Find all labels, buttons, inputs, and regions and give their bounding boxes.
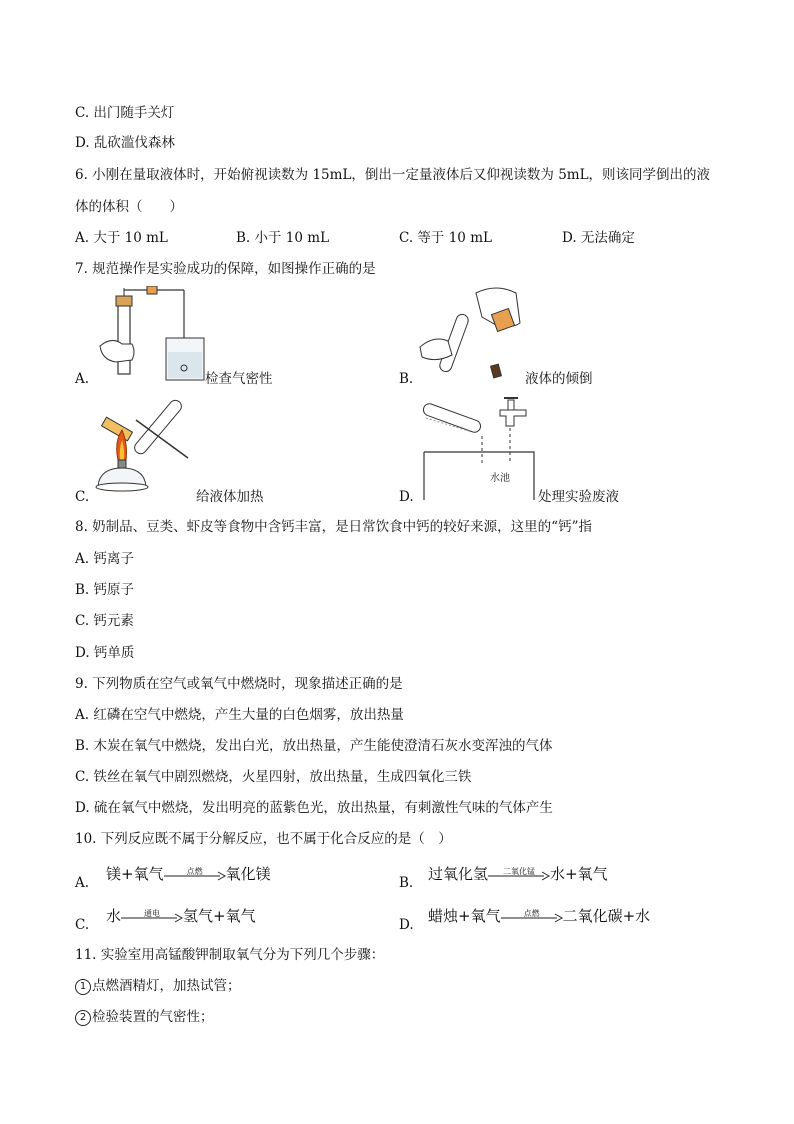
q9-option-b: B. 木炭在氧气中燃烧，发出白光，放出热量，产生能使澄清石灰水变浑浊的气体 <box>75 738 553 754</box>
q7-b-letter: B. <box>399 371 414 387</box>
q11-stem: 11. 实验室用高锰酸钾制取氧气分为下列几个步骤： <box>75 947 385 963</box>
q10-c-equation <box>106 906 256 927</box>
q10-b-equation <box>428 864 608 885</box>
q8-option-c: C. 钙元素 <box>75 613 134 629</box>
q10-b-reactants: 过氧化氢 <box>428 865 489 883</box>
liquid-pouring-figure <box>416 283 524 383</box>
q10-d-equation <box>428 906 650 927</box>
q7-stem: 7. 规范操作是实验成功的保障，如图操作正确的是 <box>75 261 376 277</box>
circled-number-1: 1 <box>75 979 91 995</box>
q6-option-a: A. 大于 10 mL <box>75 230 168 246</box>
q9-option-a: A. 红磷在空气中燃烧，产生大量的白色烟雾，放出热量 <box>75 707 404 723</box>
q10-a-products: 氧化镁 <box>225 865 271 883</box>
q7-c-letter: C. <box>75 489 90 505</box>
q6-option-c: C. 等于 10 mL <box>399 230 492 246</box>
q7-d-caption: 处理实验废液 <box>538 489 619 505</box>
q6-stem-line2: 体的体积（ ） <box>75 199 183 215</box>
q8-stem: 8. 奶制品、豆类、虾皮等食物中含钙丰富，是日常饮食中钙的较好来源，这里的“钙”指 <box>75 519 592 535</box>
waste-disposal-figure <box>416 392 536 502</box>
q7-b-caption: 液体的倾倒 <box>525 371 593 387</box>
circled-number-2: 2 <box>75 1010 91 1026</box>
q9-stem: 9. 下列物质在空气或氧气中燃烧时，现象描述正确的是 <box>75 676 403 692</box>
q10-d-products: 二氧化碳+水 <box>562 907 651 925</box>
q6-option-d: D. 无法确定 <box>562 230 635 246</box>
q10-d-reactants: 蜡烛+氧气 <box>428 907 501 925</box>
q7-a-letter: A. <box>75 371 90 387</box>
q10-a-equation <box>106 864 271 885</box>
q5-option-d: D. 乱砍滥伐森林 <box>75 135 175 151</box>
q10-c-letter: C. <box>75 917 90 933</box>
q11-step-2: 2 检验装置的气密性； <box>75 1008 214 1026</box>
q6-option-b: B. 小于 10 mL <box>236 230 330 246</box>
q10-a-reactants: 镁+氧气 <box>106 865 164 883</box>
q7-d-letter: D. <box>399 489 414 505</box>
q10-c-reactants: 水 <box>106 907 122 925</box>
reaction-arrow-icon: 点燃 <box>164 865 226 885</box>
sink-label: 水池 <box>490 473 510 484</box>
q10-d-letter: D. <box>399 917 414 933</box>
heating-liquid-figure <box>92 390 202 502</box>
q10-b-letter: B. <box>399 875 414 891</box>
q7-c-caption: 给液体加热 <box>196 489 264 505</box>
reaction-arrow-icon: 通电 <box>121 907 183 927</box>
q7-a-caption: 检查气密性 <box>205 371 273 387</box>
q6-stem-line1: 6. 小刚在量取液体时，开始俯视读数为 15mL，倒出一定量液体后又仰视读数为 5mL，则该同学倒出的液 <box>75 167 711 183</box>
q9-option-c: C. 铁丝在氧气中剧烈燃烧，火星四射，放出热量，生成四氧化三铁 <box>75 769 472 785</box>
q8-option-a: A. 钙离子 <box>75 551 134 567</box>
q8-option-d: D. 钙单质 <box>75 645 135 661</box>
q10-b-products: 水+氧气 <box>550 865 608 883</box>
q10-a-letter: A. <box>75 875 90 891</box>
q5-option-c: C. 出门随手关灯 <box>75 105 175 121</box>
q11-step-1: 1 点燃酒精灯，加热试管； <box>75 977 241 995</box>
q9-option-d: D. 硫在氧气中燃烧，发出明亮的蓝紫色光，放出热量，有刺激性气味的气体产生 <box>75 800 553 816</box>
q10-c-products: 氢气+氧气 <box>183 907 256 925</box>
airtightness-check-figure <box>92 286 212 386</box>
q10-stem: 10. 下列反应既不属于分解反应，也不属于化合反应的是（ ） <box>75 831 452 847</box>
reaction-arrow-icon: 点燃 <box>501 907 563 927</box>
q8-option-b: B. 钙原子 <box>75 582 135 598</box>
reaction-arrow-icon: 二氧化锰 <box>488 865 550 885</box>
